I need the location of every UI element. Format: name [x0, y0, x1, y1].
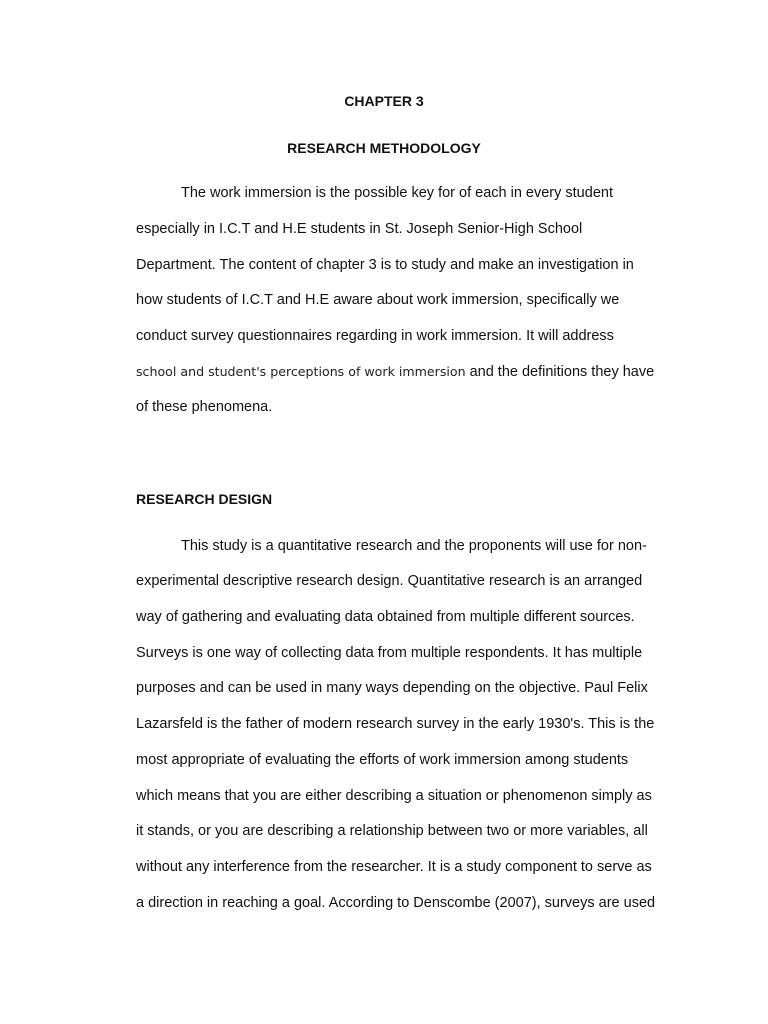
- design-paragraph-line: purposes and can be used in many ways depending on the objective. Paul Felix: [136, 680, 648, 696]
- intro-paragraph-line: especially in I.C.T and H.E students in St. Joseph Senior-High School: [136, 221, 583, 237]
- section-title: RESEARCH METHODOLOGY: [287, 140, 481, 156]
- chapter-title: CHAPTER 3: [344, 93, 424, 109]
- design-paragraph-line: without any interference from the researcher. It is a study component to serve as: [136, 859, 652, 875]
- design-paragraph-line: Surveys is one way of collecting data from multiple respondents. It has multiple: [136, 645, 643, 661]
- intro-paragraph-line: of these phenomena.: [136, 399, 273, 415]
- design-paragraph-line: which means that you are either describing a situation or phenomenon simply as: [136, 788, 652, 804]
- design-paragraph-line: way of gathering and evaluating data obtained from multiple different sources.: [136, 609, 635, 625]
- intro-paragraph-line: Department. The content of chapter 3 is to study and make an investigation in: [136, 257, 634, 273]
- design-paragraph-line: experimental descriptive research design. Quantitative research is an arranged: [136, 573, 643, 589]
- design-paragraph-line: Lazarsfeld is the father of modern research survey in the early 1930's. This is the: [136, 716, 655, 732]
- research-design-heading: RESEARCH DESIGN: [136, 491, 273, 507]
- design-paragraph-line: a direction in reaching a goal. According to Denscombe (2007), surveys are used: [136, 895, 656, 911]
- design-paragraph-line: This study is a quantitative research and the proponents will use for non-: [181, 538, 647, 554]
- intro-paragraph-line: how students of I.C.T and H.E aware about work immersion, specifically we: [136, 292, 620, 308]
- intro-line-remainder: and the definitions they have: [469, 364, 655, 380]
- design-paragraph-line: it stands, or you are describing a relationship between two or more variables, all: [136, 823, 648, 839]
- intro-paragraph-line: conduct survey questionnaires regarding in work immersion. It will address: [136, 328, 614, 344]
- intro-paragraph-line: [136, 363, 654, 381]
- design-paragraph-line: most appropriate of evaluating the efforts of work immersion among students: [136, 752, 629, 768]
- intro-highlighted-phrase: school and student's perceptions of work immersion: [136, 364, 470, 379]
- intro-paragraph-line: The work immersion is the possible key for of each in every student: [181, 185, 613, 201]
